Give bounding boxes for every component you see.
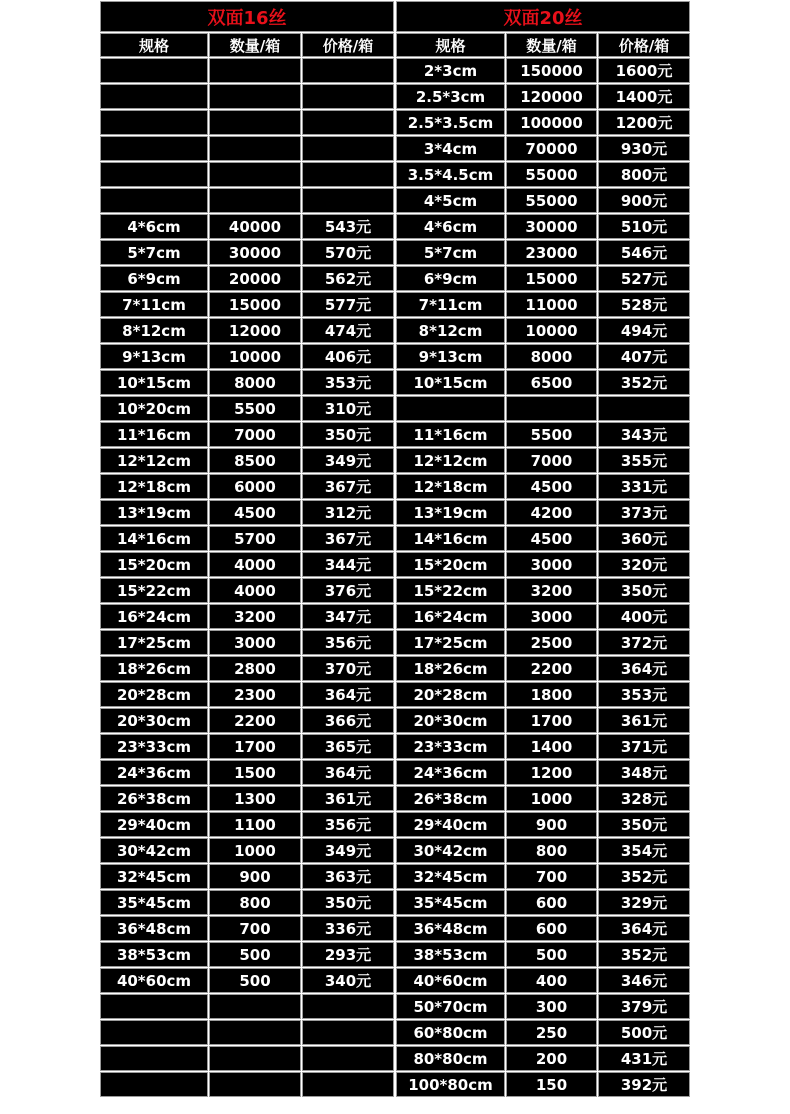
right-cell-price: 353元 bbox=[598, 682, 690, 707]
right-cell-spec: 24*36cm bbox=[396, 760, 505, 785]
left-cell-quantity: 5500 bbox=[209, 396, 301, 421]
right-cell-price bbox=[598, 396, 690, 421]
left-cell-spec: 38*53cm bbox=[100, 942, 208, 967]
right-cell-quantity: 1700 bbox=[506, 708, 597, 733]
right-cell-quantity: 600 bbox=[506, 890, 597, 915]
left-cell-quantity: 2300 bbox=[209, 682, 301, 707]
right-cell-price: 320元 bbox=[598, 552, 690, 577]
right-cell-quantity: 15000 bbox=[506, 266, 597, 291]
left-cell-price: 366元 bbox=[302, 708, 394, 733]
right-cell-price: 352元 bbox=[598, 942, 690, 967]
left-cell-quantity: 7000 bbox=[209, 422, 301, 447]
right-cell-price: 392元 bbox=[598, 1072, 690, 1097]
right-cell-quantity: 1800 bbox=[506, 682, 597, 707]
left-cell-spec: 15*20cm bbox=[100, 552, 208, 577]
right-cell-price: 373元 bbox=[598, 500, 690, 525]
right-cell-quantity: 4500 bbox=[506, 526, 597, 551]
left-cell-quantity bbox=[209, 84, 301, 109]
right-cell-price: 800元 bbox=[598, 162, 690, 187]
left-cell-price: 336元 bbox=[302, 916, 394, 941]
left-cell-spec: 12*18cm bbox=[100, 474, 208, 499]
left-cell-quantity bbox=[209, 58, 301, 83]
right-cell-price: 352元 bbox=[598, 864, 690, 889]
left-cell-price: 367元 bbox=[302, 474, 394, 499]
left-cell-spec bbox=[100, 162, 208, 187]
left-cell-quantity: 3000 bbox=[209, 630, 301, 655]
right-cell-spec: 80*80cm bbox=[396, 1046, 505, 1071]
right-cell-quantity: 2500 bbox=[506, 630, 597, 655]
right-cell-spec: 4*6cm bbox=[396, 214, 505, 239]
left-cell-price: 364元 bbox=[302, 760, 394, 785]
left-cell-quantity: 20000 bbox=[209, 266, 301, 291]
right-cell-quantity: 8000 bbox=[506, 344, 597, 369]
left-cell-quantity: 15000 bbox=[209, 292, 301, 317]
left-cell-spec: 10*15cm bbox=[100, 370, 208, 395]
right-cell-quantity: 1200 bbox=[506, 760, 597, 785]
left-cell-quantity: 700 bbox=[209, 916, 301, 941]
left-cell-quantity bbox=[209, 1072, 301, 1097]
right-cell-spec: 5*7cm bbox=[396, 240, 505, 265]
left-cell-spec: 20*28cm bbox=[100, 682, 208, 707]
right-cell-spec: 36*48cm bbox=[396, 916, 505, 941]
left-cell-price: 577元 bbox=[302, 292, 394, 317]
right-cell-spec: 15*22cm bbox=[396, 578, 505, 603]
left-cell-quantity: 1100 bbox=[209, 812, 301, 837]
right-cell-spec bbox=[396, 396, 505, 421]
left-cell-spec bbox=[100, 84, 208, 109]
right-cell-quantity: 300 bbox=[506, 994, 597, 1019]
right-cell-price: 379元 bbox=[598, 994, 690, 1019]
left-cell-price: 376元 bbox=[302, 578, 394, 603]
right-cell-quantity: 900 bbox=[506, 812, 597, 837]
left-cell-price: 353元 bbox=[302, 370, 394, 395]
left-cell-spec: 30*42cm bbox=[100, 838, 208, 863]
left-cell-spec: 16*24cm bbox=[100, 604, 208, 629]
right-cell-quantity: 70000 bbox=[506, 136, 597, 161]
right-cell-price: 329元 bbox=[598, 890, 690, 915]
left-cell-spec bbox=[100, 1046, 208, 1071]
left-cell-spec: 24*36cm bbox=[100, 760, 208, 785]
right-cell-price: 1200元 bbox=[598, 110, 690, 135]
left-cell-price bbox=[302, 58, 394, 83]
right-table-title: 双面20丝 bbox=[396, 1, 690, 32]
right-cell-price: 355元 bbox=[598, 448, 690, 473]
right-cell-price: 546元 bbox=[598, 240, 690, 265]
left-cell-quantity: 2800 bbox=[209, 656, 301, 681]
right-cell-spec: 20*30cm bbox=[396, 708, 505, 733]
left-cell-price: 543元 bbox=[302, 214, 394, 239]
left-cell-price bbox=[302, 188, 394, 213]
left-cell-quantity: 5700 bbox=[209, 526, 301, 551]
left-header-quantity: 数量/箱 bbox=[209, 33, 301, 57]
right-cell-price: 354元 bbox=[598, 838, 690, 863]
right-cell-spec: 20*28cm bbox=[396, 682, 505, 707]
right-cell-price: 328元 bbox=[598, 786, 690, 811]
left-cell-spec: 4*6cm bbox=[100, 214, 208, 239]
left-cell-quantity: 6000 bbox=[209, 474, 301, 499]
right-cell-price: 348元 bbox=[598, 760, 690, 785]
right-header-quantity: 数量/箱 bbox=[506, 33, 597, 57]
right-cell-quantity: 500 bbox=[506, 942, 597, 967]
left-cell-price: 347元 bbox=[302, 604, 394, 629]
right-cell-quantity: 11000 bbox=[506, 292, 597, 317]
right-cell-spec: 7*11cm bbox=[396, 292, 505, 317]
left-cell-price bbox=[302, 162, 394, 187]
right-cell-quantity: 3200 bbox=[506, 578, 597, 603]
left-cell-price: 364元 bbox=[302, 682, 394, 707]
left-cell-price: 570元 bbox=[302, 240, 394, 265]
left-cell-spec: 29*40cm bbox=[100, 812, 208, 837]
left-cell-spec: 9*13cm bbox=[100, 344, 208, 369]
left-cell-quantity: 1700 bbox=[209, 734, 301, 759]
left-cell-price: 406元 bbox=[302, 344, 394, 369]
left-cell-quantity: 4500 bbox=[209, 500, 301, 525]
left-header-price: 价格/箱 bbox=[302, 33, 394, 57]
right-cell-spec: 6*9cm bbox=[396, 266, 505, 291]
left-cell-price: 350元 bbox=[302, 890, 394, 915]
right-cell-spec: 32*45cm bbox=[396, 864, 505, 889]
right-cell-price: 346元 bbox=[598, 968, 690, 993]
right-cell-quantity: 7000 bbox=[506, 448, 597, 473]
right-cell-spec: 14*16cm bbox=[396, 526, 505, 551]
left-cell-price: 312元 bbox=[302, 500, 394, 525]
right-cell-spec: 8*12cm bbox=[396, 318, 505, 343]
right-cell-spec: 12*12cm bbox=[396, 448, 505, 473]
left-cell-quantity: 1000 bbox=[209, 838, 301, 863]
left-cell-quantity bbox=[209, 994, 301, 1019]
left-cell-quantity: 4000 bbox=[209, 578, 301, 603]
right-cell-price: 350元 bbox=[598, 812, 690, 837]
left-cell-spec bbox=[100, 1072, 208, 1097]
left-cell-quantity: 40000 bbox=[209, 214, 301, 239]
right-cell-quantity: 400 bbox=[506, 968, 597, 993]
right-cell-spec: 35*45cm bbox=[396, 890, 505, 915]
left-cell-price: 562元 bbox=[302, 266, 394, 291]
left-cell-spec: 5*7cm bbox=[100, 240, 208, 265]
right-cell-spec: 11*16cm bbox=[396, 422, 505, 447]
left-cell-quantity: 500 bbox=[209, 942, 301, 967]
left-cell-spec: 13*19cm bbox=[100, 500, 208, 525]
left-cell-spec bbox=[100, 188, 208, 213]
right-cell-quantity: 120000 bbox=[506, 84, 597, 109]
left-cell-spec bbox=[100, 1020, 208, 1045]
left-cell-price bbox=[302, 136, 394, 161]
right-cell-quantity: 6500 bbox=[506, 370, 597, 395]
right-cell-price: 372元 bbox=[598, 630, 690, 655]
left-cell-spec: 40*60cm bbox=[100, 968, 208, 993]
right-cell-spec: 9*13cm bbox=[396, 344, 505, 369]
left-cell-price: 310元 bbox=[302, 396, 394, 421]
left-cell-quantity: 800 bbox=[209, 890, 301, 915]
right-cell-spec: 4*5cm bbox=[396, 188, 505, 213]
left-cell-quantity: 8500 bbox=[209, 448, 301, 473]
right-cell-quantity: 3000 bbox=[506, 552, 597, 577]
left-cell-quantity: 500 bbox=[209, 968, 301, 993]
right-cell-spec: 40*60cm bbox=[396, 968, 505, 993]
left-cell-quantity: 3200 bbox=[209, 604, 301, 629]
right-cell-price: 407元 bbox=[598, 344, 690, 369]
left-cell-spec: 26*38cm bbox=[100, 786, 208, 811]
right-cell-price: 1400元 bbox=[598, 84, 690, 109]
left-cell-quantity: 12000 bbox=[209, 318, 301, 343]
right-header-price: 价格/箱 bbox=[598, 33, 690, 57]
right-cell-spec: 10*15cm bbox=[396, 370, 505, 395]
left-cell-price: 363元 bbox=[302, 864, 394, 889]
right-cell-price: 494元 bbox=[598, 318, 690, 343]
left-cell-price bbox=[302, 1020, 394, 1045]
left-cell-spec: 14*16cm bbox=[100, 526, 208, 551]
left-cell-spec: 32*45cm bbox=[100, 864, 208, 889]
right-cell-spec: 16*24cm bbox=[396, 604, 505, 629]
right-cell-quantity: 3000 bbox=[506, 604, 597, 629]
right-cell-spec: 29*40cm bbox=[396, 812, 505, 837]
left-cell-quantity: 30000 bbox=[209, 240, 301, 265]
right-cell-price: 364元 bbox=[598, 656, 690, 681]
left-cell-spec: 15*22cm bbox=[100, 578, 208, 603]
right-cell-quantity: 10000 bbox=[506, 318, 597, 343]
right-cell-spec: 18*26cm bbox=[396, 656, 505, 681]
left-cell-quantity: 8000 bbox=[209, 370, 301, 395]
right-header-spec: 规格 bbox=[396, 33, 505, 57]
left-cell-spec: 17*25cm bbox=[100, 630, 208, 655]
right-cell-price: 528元 bbox=[598, 292, 690, 317]
right-cell-quantity: 150 bbox=[506, 1072, 597, 1097]
right-cell-quantity: 1000 bbox=[506, 786, 597, 811]
right-cell-quantity: 700 bbox=[506, 864, 597, 889]
left-cell-price bbox=[302, 1072, 394, 1097]
right-cell-spec: 12*18cm bbox=[396, 474, 505, 499]
left-cell-spec: 36*48cm bbox=[100, 916, 208, 941]
left-cell-quantity: 900 bbox=[209, 864, 301, 889]
left-cell-price: 293元 bbox=[302, 942, 394, 967]
right-cell-quantity: 600 bbox=[506, 916, 597, 941]
left-cell-price: 356元 bbox=[302, 630, 394, 655]
left-cell-quantity: 10000 bbox=[209, 344, 301, 369]
left-cell-spec: 7*11cm bbox=[100, 292, 208, 317]
left-cell-quantity: 2200 bbox=[209, 708, 301, 733]
right-cell-quantity: 30000 bbox=[506, 214, 597, 239]
right-cell-spec: 26*38cm bbox=[396, 786, 505, 811]
right-cell-quantity: 150000 bbox=[506, 58, 597, 83]
left-cell-price: 350元 bbox=[302, 422, 394, 447]
right-cell-spec: 15*20cm bbox=[396, 552, 505, 577]
left-cell-price bbox=[302, 110, 394, 135]
left-cell-price: 367元 bbox=[302, 526, 394, 551]
right-cell-spec: 60*80cm bbox=[396, 1020, 505, 1045]
left-cell-quantity bbox=[209, 188, 301, 213]
right-cell-price: 400元 bbox=[598, 604, 690, 629]
left-cell-spec: 6*9cm bbox=[100, 266, 208, 291]
right-cell-spec: 100*80cm bbox=[396, 1072, 505, 1097]
left-cell-price: 349元 bbox=[302, 838, 394, 863]
price-table bbox=[99, 0, 691, 1100]
left-cell-quantity: 1500 bbox=[209, 760, 301, 785]
right-cell-price: 371元 bbox=[598, 734, 690, 759]
left-cell-quantity bbox=[209, 136, 301, 161]
right-cell-quantity: 23000 bbox=[506, 240, 597, 265]
right-cell-price: 500元 bbox=[598, 1020, 690, 1045]
right-cell-quantity: 250 bbox=[506, 1020, 597, 1045]
right-cell-price: 900元 bbox=[598, 188, 690, 213]
left-cell-spec: 20*30cm bbox=[100, 708, 208, 733]
left-cell-price: 361元 bbox=[302, 786, 394, 811]
right-cell-quantity: 55000 bbox=[506, 162, 597, 187]
left-cell-price: 349元 bbox=[302, 448, 394, 473]
left-cell-spec: 10*20cm bbox=[100, 396, 208, 421]
right-cell-spec: 23*33cm bbox=[396, 734, 505, 759]
left-cell-spec: 8*12cm bbox=[100, 318, 208, 343]
right-cell-price: 510元 bbox=[598, 214, 690, 239]
right-cell-price: 364元 bbox=[598, 916, 690, 941]
right-cell-price: 361元 bbox=[598, 708, 690, 733]
right-cell-quantity: 5500 bbox=[506, 422, 597, 447]
right-cell-price: 527元 bbox=[598, 266, 690, 291]
left-cell-price bbox=[302, 84, 394, 109]
right-cell-spec: 2.5*3.5cm bbox=[396, 110, 505, 135]
left-cell-spec: 18*26cm bbox=[100, 656, 208, 681]
right-cell-quantity: 1400 bbox=[506, 734, 597, 759]
right-cell-spec: 2*3cm bbox=[396, 58, 505, 83]
left-cell-price: 365元 bbox=[302, 734, 394, 759]
left-header-spec: 规格 bbox=[100, 33, 208, 57]
right-cell-quantity: 55000 bbox=[506, 188, 597, 213]
right-cell-price: 930元 bbox=[598, 136, 690, 161]
left-table-title: 双面16丝 bbox=[100, 1, 394, 32]
left-cell-spec bbox=[100, 994, 208, 1019]
left-cell-price: 474元 bbox=[302, 318, 394, 343]
left-cell-spec: 11*16cm bbox=[100, 422, 208, 447]
right-cell-price: 360元 bbox=[598, 526, 690, 551]
right-cell-spec: 3*4cm bbox=[396, 136, 505, 161]
left-cell-quantity bbox=[209, 1046, 301, 1071]
left-cell-quantity bbox=[209, 1020, 301, 1045]
right-cell-price: 343元 bbox=[598, 422, 690, 447]
left-cell-quantity: 4000 bbox=[209, 552, 301, 577]
left-cell-price: 344元 bbox=[302, 552, 394, 577]
right-cell-quantity: 2200 bbox=[506, 656, 597, 681]
left-cell-spec: 23*33cm bbox=[100, 734, 208, 759]
right-cell-price: 331元 bbox=[598, 474, 690, 499]
left-cell-price: 370元 bbox=[302, 656, 394, 681]
right-cell-quantity: 4200 bbox=[506, 500, 597, 525]
left-cell-spec bbox=[100, 110, 208, 135]
left-cell-spec: 12*12cm bbox=[100, 448, 208, 473]
left-cell-price bbox=[302, 994, 394, 1019]
right-cell-spec: 3.5*4.5cm bbox=[396, 162, 505, 187]
right-cell-quantity: 200 bbox=[506, 1046, 597, 1071]
left-cell-spec: 35*45cm bbox=[100, 890, 208, 915]
right-cell-quantity: 100000 bbox=[506, 110, 597, 135]
right-cell-spec: 50*70cm bbox=[396, 994, 505, 1019]
right-cell-spec: 38*53cm bbox=[396, 942, 505, 967]
right-cell-spec: 2.5*3cm bbox=[396, 84, 505, 109]
right-cell-spec: 30*42cm bbox=[396, 838, 505, 863]
right-cell-price: 352元 bbox=[598, 370, 690, 395]
left-cell-quantity: 1300 bbox=[209, 786, 301, 811]
right-cell-quantity bbox=[506, 396, 597, 421]
right-cell-price: 350元 bbox=[598, 578, 690, 603]
left-cell-spec bbox=[100, 58, 208, 83]
left-cell-price: 340元 bbox=[302, 968, 394, 993]
left-cell-quantity bbox=[209, 110, 301, 135]
right-cell-spec: 13*19cm bbox=[396, 500, 505, 525]
right-cell-price: 431元 bbox=[598, 1046, 690, 1071]
left-cell-quantity bbox=[209, 162, 301, 187]
left-cell-spec bbox=[100, 136, 208, 161]
right-cell-price: 1600元 bbox=[598, 58, 690, 83]
right-cell-spec: 17*25cm bbox=[396, 630, 505, 655]
right-cell-quantity: 4500 bbox=[506, 474, 597, 499]
left-cell-price: 356元 bbox=[302, 812, 394, 837]
right-cell-quantity: 800 bbox=[506, 838, 597, 863]
left-cell-price bbox=[302, 1046, 394, 1071]
